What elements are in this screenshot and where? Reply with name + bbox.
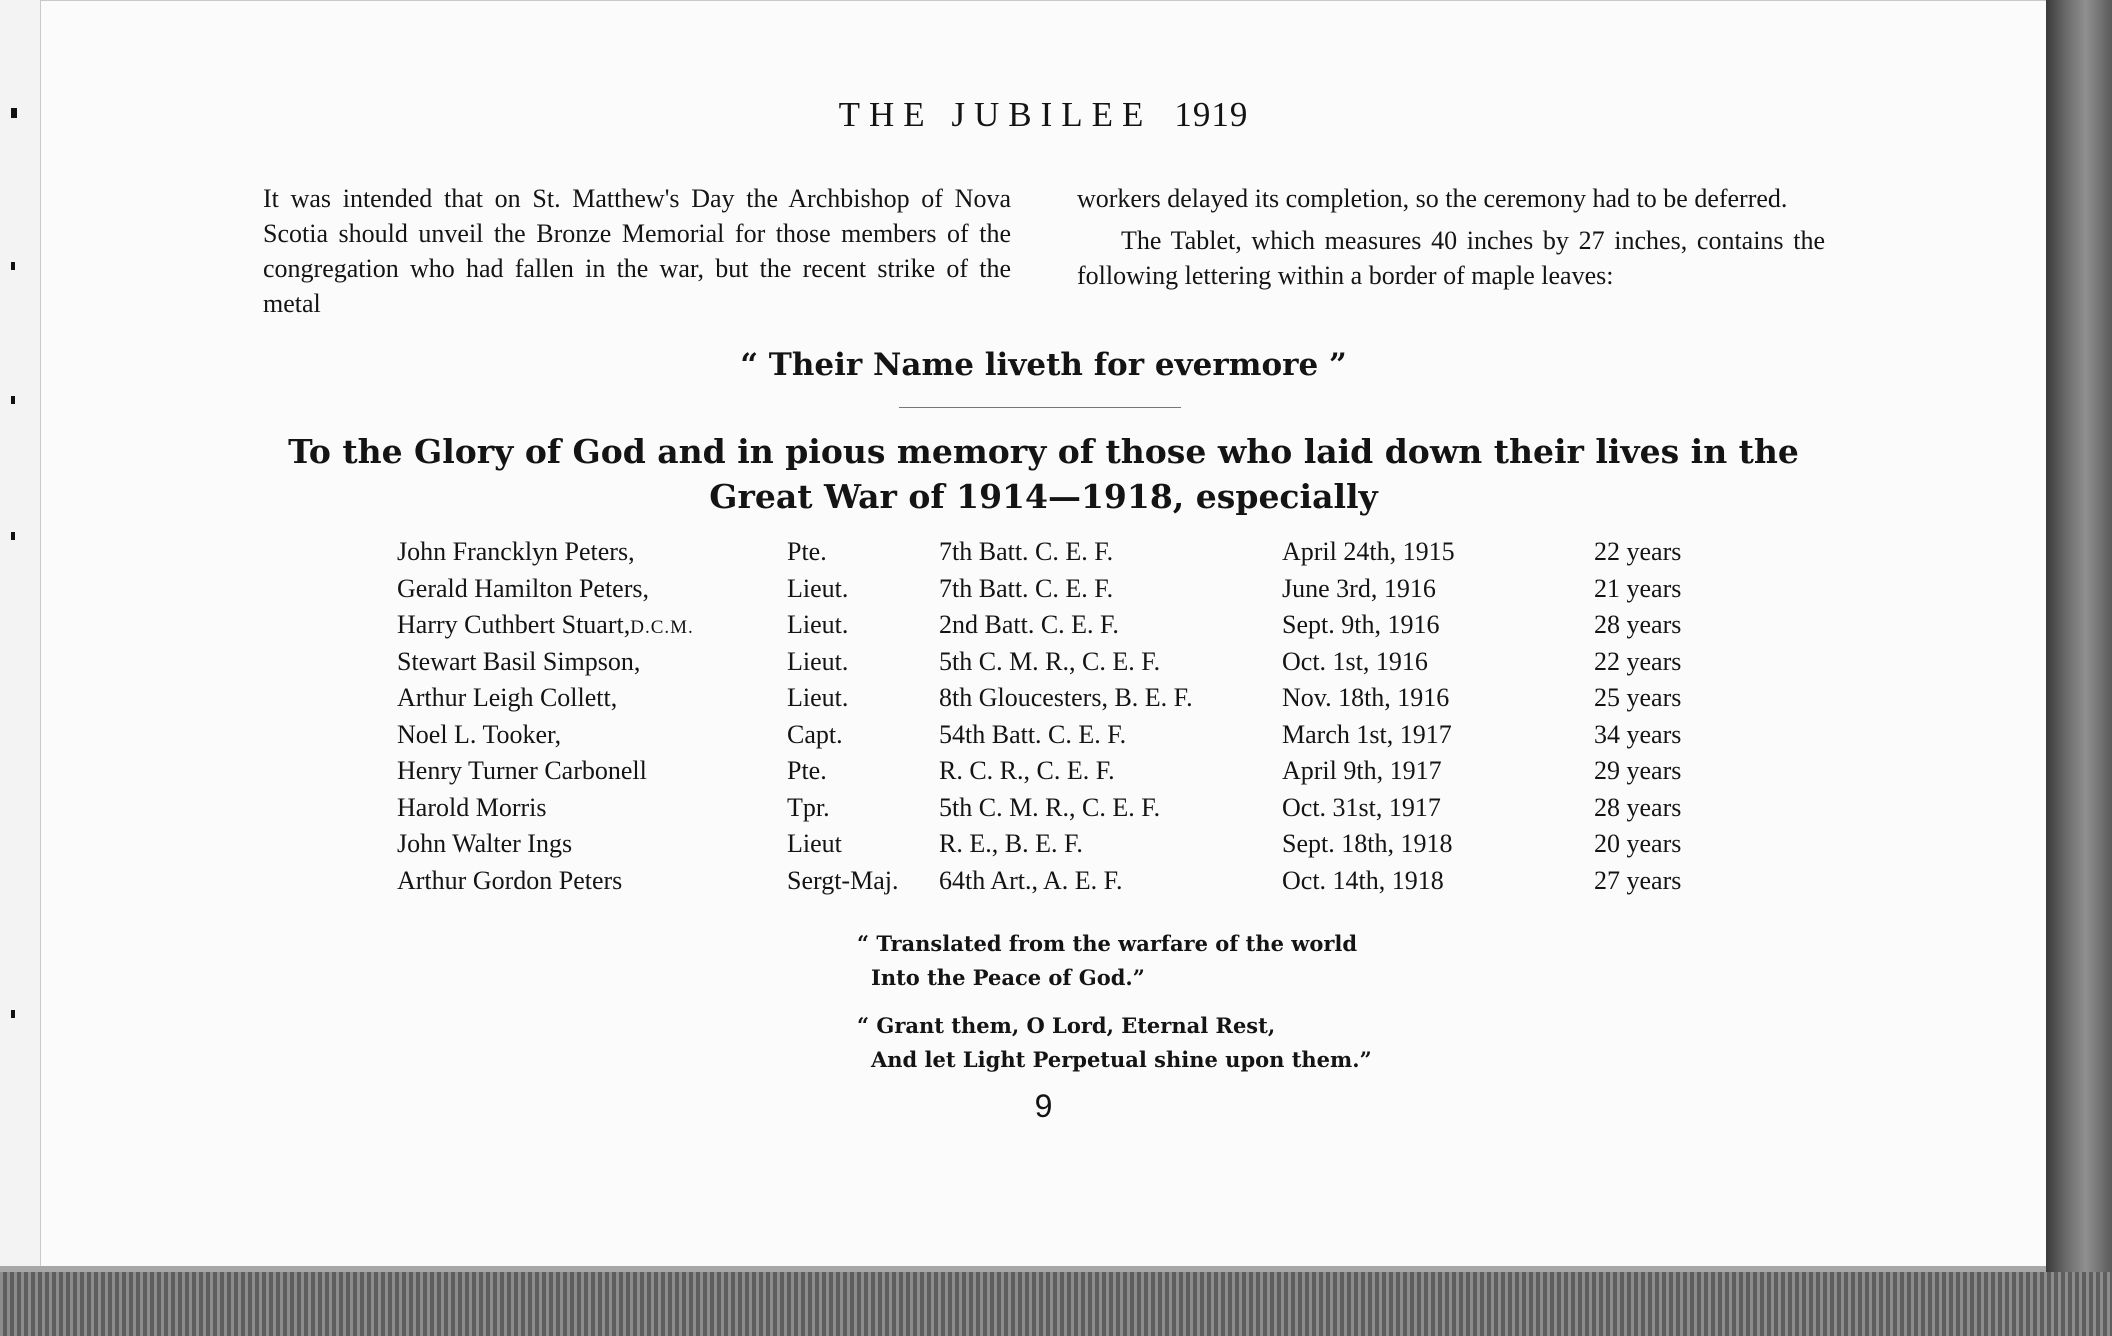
intro-right-column [1077, 181, 1825, 293]
soldier-name: Harold Morris [397, 792, 547, 822]
soldier-rank: Tpr. [787, 792, 830, 822]
quote-line: “ Grant them, O Lord, Eternal Rest, [857, 1013, 1276, 1038]
page-stack-edge [0, 1272, 2112, 1336]
death-date: Nov. 18th, 1916 [1282, 683, 1450, 712]
margin-mark [11, 262, 15, 270]
soldier-name: John Walter Ings [397, 829, 573, 858]
divider-rule [899, 407, 1181, 408]
soldier-rank: Lieut. [787, 610, 849, 639]
death-date: Oct. 1st, 1916 [1282, 646, 1428, 676]
page-number: 9 [1034, 1088, 1053, 1124]
dedication-line-2: Great War of 1914—1918, especially [709, 477, 1378, 516]
soldier-name: Arthur Gordon Peters [397, 865, 623, 895]
margin-mark [11, 108, 17, 118]
intro-left-column [263, 181, 1011, 321]
roll-row [397, 752, 1797, 789]
soldier-unit: 54th Batt. C. E. F. [939, 719, 1127, 749]
soldier-unit: 5th C. M. R., C. E. F. [939, 792, 1161, 822]
death-date: March 1st, 1917 [1282, 719, 1452, 749]
death-date: Sept. 9th, 1916 [1282, 610, 1440, 639]
roll-row [397, 606, 1797, 643]
soldier-name: Arthur Leigh Collett, [397, 683, 618, 712]
tablet-motto: “ Their Name liveth for evermore ” [740, 347, 1347, 383]
quote-line: Into the Peace of God.” [871, 965, 1145, 990]
roll-row [397, 716, 1797, 753]
roll-row [397, 570, 1797, 607]
soldier-name: Noel L. Tooker, [397, 719, 562, 749]
soldier-name: Gerald Hamilton Peters, [397, 573, 649, 603]
roll-row [397, 862, 1797, 899]
roll-row [397, 533, 1797, 570]
soldier-unit: 7th Batt. C. E. F. [939, 573, 1114, 603]
soldier-unit: 2nd Batt. C. E. F. [939, 610, 1119, 639]
soldier-name: Henry Turner Carbonell [397, 756, 647, 785]
book-page [40, 0, 2047, 1274]
quote-line: “ Translated from the warfare of the world [857, 931, 1358, 956]
page-title: THE JUBILEE [838, 95, 1153, 134]
book-spine-edge [2046, 0, 2112, 1336]
intro-paragraph: It was intended that on St. Matthew's Day the Archbishop of Nova Scotia should unveil the Bronze Memorial for those members of the congregation who had fallen in the war, but the recent strike of the metal [263, 184, 1011, 318]
quote-line: And let Light Perpetual shine upon them.” [871, 1047, 1372, 1072]
soldier-rank: Lieut. [787, 646, 849, 676]
soldier-age: 22 years [1594, 537, 1682, 566]
soldier-rank: Capt. [787, 719, 843, 749]
quote-translated [857, 927, 1372, 995]
soldier-age: 29 years [1594, 756, 1682, 785]
honour-badge: D.C.M. [630, 617, 694, 638]
soldier-age: 28 years [1594, 610, 1682, 639]
soldier-name: Harry Cuthbert Stuart,D.C.M. [397, 610, 694, 639]
soldier-unit: 8th Gloucesters, B. E. F. [939, 683, 1193, 712]
roll-row [397, 679, 1797, 716]
soldier-rank: Lieut. [787, 683, 849, 712]
closing-quotes [857, 927, 1372, 1091]
soldier-unit: R. C. R., C. E. F. [939, 756, 1115, 785]
death-date: Oct. 31st, 1917 [1282, 792, 1441, 822]
soldier-name: John Francklyn Peters, [397, 537, 635, 566]
soldier-age: 28 years [1594, 792, 1682, 822]
roll-row [397, 643, 1797, 680]
roll-row [397, 789, 1797, 826]
dedication-line-1: To the Glory of God and in pious memory of those who laid down their lives in the [288, 432, 1799, 471]
soldier-age: 22 years [1594, 646, 1682, 676]
soldier-age: 20 years [1594, 829, 1682, 858]
soldier-age: 34 years [1594, 719, 1682, 749]
death-date: Oct. 14th, 1918 [1282, 865, 1444, 895]
soldier-age: 21 years [1594, 573, 1682, 603]
quote-grant-rest [857, 1009, 1372, 1077]
soldier-rank: Lieut. [787, 573, 849, 603]
soldier-unit: 7th Batt. C. E. F. [939, 537, 1114, 566]
death-date: April 9th, 1917 [1282, 756, 1442, 785]
intro-continuation: workers delayed its completion, so the ceremony had to be deferred. [1077, 184, 1788, 213]
soldier-age: 27 years [1594, 865, 1682, 895]
margin-mark [11, 1010, 15, 1018]
page-year: 1919 [1174, 95, 1249, 134]
soldier-unit: 5th C. M. R., C. E. F. [939, 646, 1161, 676]
tablet-description: The Tablet, which measures 40 inches by 27 inches, contains the following lettering within a border of maple leaves: [1077, 226, 1825, 290]
roll-of-honour [397, 533, 1797, 898]
soldier-rank: Sergt-Maj. [787, 865, 899, 895]
margin-mark [11, 532, 15, 540]
soldier-age: 25 years [1594, 683, 1682, 712]
tablet-dedication [41, 429, 2046, 519]
soldier-rank: Pte. [787, 537, 827, 566]
soldier-name: Stewart Basil Simpson, [397, 646, 641, 676]
death-date: June 3rd, 1916 [1282, 573, 1436, 603]
margin-mark [11, 396, 15, 404]
roll-row [397, 825, 1797, 862]
soldier-unit: 64th Art., A. E. F. [939, 865, 1123, 895]
binding-gutter [0, 0, 41, 1272]
death-date: Sept. 18th, 1918 [1282, 829, 1453, 858]
soldier-rank: Lieut [787, 829, 842, 858]
running-head [41, 95, 2046, 135]
death-date: April 24th, 1915 [1282, 537, 1455, 566]
soldier-unit: R. E., B. E. F. [939, 829, 1083, 858]
soldier-rank: Pte. [787, 756, 827, 785]
